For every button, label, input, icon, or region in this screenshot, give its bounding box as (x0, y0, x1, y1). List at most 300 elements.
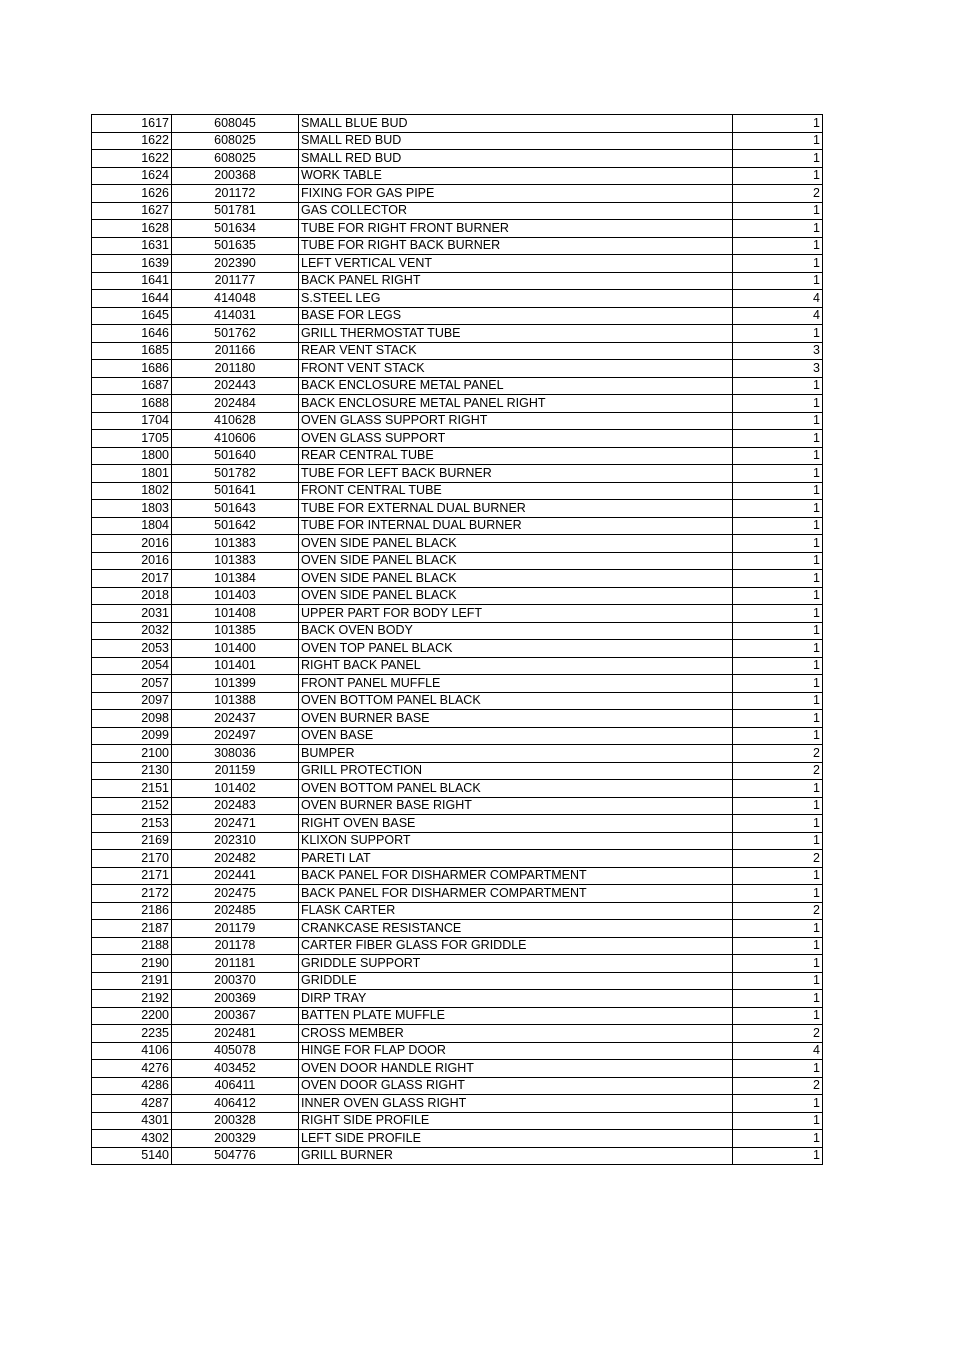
description-cell: REAR CENTRAL TUBE (299, 447, 733, 465)
part-code-cell: 202482 (172, 850, 299, 868)
description-cell: BACK ENCLOSURE METAL PANEL RIGHT (299, 395, 733, 413)
table-row (92, 885, 823, 903)
position-cell: 1644 (92, 290, 172, 308)
position-cell: 2100 (92, 745, 172, 763)
position-cell: 2151 (92, 780, 172, 798)
quantity-cell: 1 (733, 587, 823, 605)
part-code-cell: 201179 (172, 920, 299, 938)
table-row (92, 1147, 823, 1165)
quantity-cell: 1 (733, 517, 823, 535)
quantity-cell: 1 (733, 132, 823, 150)
position-cell: 1800 (92, 447, 172, 465)
part-code-cell: 410628 (172, 412, 299, 430)
quantity-cell: 2 (733, 745, 823, 763)
position-cell: 1686 (92, 360, 172, 378)
quantity-cell: 1 (733, 115, 823, 133)
description-cell: OVEN SIDE PANEL BLACK (299, 587, 733, 605)
position-cell: 1617 (92, 115, 172, 133)
position-cell: 2188 (92, 937, 172, 955)
position-cell: 1804 (92, 517, 172, 535)
description-cell: SMALL BLUE BUD (299, 115, 733, 133)
part-code-cell: 202497 (172, 727, 299, 745)
position-cell: 2172 (92, 885, 172, 903)
position-cell: 1622 (92, 150, 172, 168)
table-row (92, 552, 823, 570)
quantity-cell: 4 (733, 290, 823, 308)
description-cell: BACK PANEL FOR DISHARMER COMPARTMENT (299, 867, 733, 885)
position-cell: 1704 (92, 412, 172, 430)
position-cell: 2200 (92, 1007, 172, 1025)
description-cell: BACK ENCLOSURE METAL PANEL (299, 377, 733, 395)
table-row (92, 622, 823, 640)
position-cell: 1639 (92, 255, 172, 273)
table-row (92, 307, 823, 325)
quantity-cell: 1 (733, 1007, 823, 1025)
description-cell: SMALL RED BUD (299, 132, 733, 150)
description-cell: RIGHT OVEN BASE (299, 815, 733, 833)
position-cell: 2099 (92, 727, 172, 745)
parts-table-body (92, 115, 823, 1165)
part-code-cell: 101402 (172, 780, 299, 798)
description-cell: TUBE FOR RIGHT FRONT BURNER (299, 220, 733, 238)
table-row (92, 657, 823, 675)
position-cell: 1628 (92, 220, 172, 238)
description-cell: TUBE FOR INTERNAL DUAL BURNER (299, 517, 733, 535)
part-code-cell: 202484 (172, 395, 299, 413)
table-row (92, 972, 823, 990)
part-code-cell: 501634 (172, 220, 299, 238)
position-cell: 2053 (92, 640, 172, 658)
part-code-cell: 200368 (172, 167, 299, 185)
table-row (92, 150, 823, 168)
quantity-cell: 1 (733, 395, 823, 413)
description-cell: WORK TABLE (299, 167, 733, 185)
part-code-cell: 200329 (172, 1130, 299, 1148)
description-cell: OVEN BOTTOM PANEL BLACK (299, 692, 733, 710)
position-cell: 2235 (92, 1025, 172, 1043)
parts-table (91, 114, 823, 1165)
position-cell: 2054 (92, 657, 172, 675)
table-row (92, 920, 823, 938)
part-code-cell: 200369 (172, 990, 299, 1008)
part-code-cell: 410606 (172, 430, 299, 448)
table-row (92, 605, 823, 623)
position-cell: 4287 (92, 1095, 172, 1113)
part-code-cell: 202475 (172, 885, 299, 903)
table-row (92, 290, 823, 308)
position-cell: 2016 (92, 552, 172, 570)
position-cell: 1687 (92, 377, 172, 395)
position-cell: 2190 (92, 955, 172, 973)
part-code-cell: 414048 (172, 290, 299, 308)
table-row (92, 955, 823, 973)
position-cell: 2032 (92, 622, 172, 640)
part-code-cell: 200370 (172, 972, 299, 990)
table-row (92, 412, 823, 430)
position-cell: 2018 (92, 587, 172, 605)
part-code-cell: 202441 (172, 867, 299, 885)
table-row (92, 850, 823, 868)
part-code-cell: 202310 (172, 832, 299, 850)
description-cell: LEFT SIDE PROFILE (299, 1130, 733, 1148)
quantity-cell: 1 (733, 920, 823, 938)
table-row (92, 342, 823, 360)
part-code-cell: 406411 (172, 1077, 299, 1095)
table-row (92, 1077, 823, 1095)
table-row (92, 867, 823, 885)
position-cell: 1627 (92, 202, 172, 220)
table-row (92, 272, 823, 290)
description-cell: FIXING FOR GAS PIPE (299, 185, 733, 203)
quantity-cell: 1 (733, 640, 823, 658)
part-code-cell: 308036 (172, 745, 299, 763)
quantity-cell: 1 (733, 482, 823, 500)
position-cell: 1705 (92, 430, 172, 448)
position-cell: 2017 (92, 570, 172, 588)
description-cell: OVEN SIDE PANEL BLACK (299, 535, 733, 553)
table-row (92, 377, 823, 395)
table-row (92, 220, 823, 238)
position-cell: 2097 (92, 692, 172, 710)
position-cell: 1626 (92, 185, 172, 203)
description-cell: GRILL THERMOSTAT TUBE (299, 325, 733, 343)
position-cell: 1688 (92, 395, 172, 413)
part-code-cell: 201172 (172, 185, 299, 203)
quantity-cell: 1 (733, 815, 823, 833)
position-cell: 1685 (92, 342, 172, 360)
quantity-cell: 1 (733, 1147, 823, 1165)
quantity-cell: 2 (733, 850, 823, 868)
part-code-cell: 200367 (172, 1007, 299, 1025)
quantity-cell: 1 (733, 1095, 823, 1113)
part-code-cell: 201166 (172, 342, 299, 360)
quantity-cell: 1 (733, 885, 823, 903)
table-row (92, 902, 823, 920)
quantity-cell: 1 (733, 272, 823, 290)
quantity-cell: 1 (733, 622, 823, 640)
part-code-cell: 101399 (172, 675, 299, 693)
position-cell: 2098 (92, 710, 172, 728)
description-cell: OVEN TOP PANEL BLACK (299, 640, 733, 658)
description-cell: FRONT VENT STACK (299, 360, 733, 378)
position-cell: 1622 (92, 132, 172, 150)
table-row (92, 1130, 823, 1148)
table-row (92, 360, 823, 378)
quantity-cell: 1 (733, 255, 823, 273)
part-code-cell: 504776 (172, 1147, 299, 1165)
part-code-cell: 201159 (172, 762, 299, 780)
part-code-cell: 202481 (172, 1025, 299, 1043)
quantity-cell: 1 (733, 675, 823, 693)
table-row (92, 990, 823, 1008)
part-code-cell: 414031 (172, 307, 299, 325)
part-code-cell: 101385 (172, 622, 299, 640)
description-cell: OVEN BASE (299, 727, 733, 745)
quantity-cell: 1 (733, 710, 823, 728)
position-cell: 5140 (92, 1147, 172, 1165)
description-cell: OVEN GLASS SUPPORT (299, 430, 733, 448)
table-row (92, 115, 823, 133)
table-row (92, 1042, 823, 1060)
table-row (92, 535, 823, 553)
description-cell: OVEN GLASS SUPPORT RIGHT (299, 412, 733, 430)
description-cell: BUMPER (299, 745, 733, 763)
part-code-cell: 101401 (172, 657, 299, 675)
quantity-cell: 1 (733, 220, 823, 238)
quantity-cell: 1 (733, 500, 823, 518)
part-code-cell: 201181 (172, 955, 299, 973)
quantity-cell: 1 (733, 867, 823, 885)
description-cell: FLASK CARTER (299, 902, 733, 920)
part-code-cell: 202471 (172, 815, 299, 833)
description-cell: GRIDDLE (299, 972, 733, 990)
quantity-cell: 1 (733, 937, 823, 955)
position-cell: 2152 (92, 797, 172, 815)
table-row (92, 815, 823, 833)
quantity-cell: 1 (733, 430, 823, 448)
position-cell: 4286 (92, 1077, 172, 1095)
position-cell: 1802 (92, 482, 172, 500)
quantity-cell: 1 (733, 692, 823, 710)
table-row (92, 1007, 823, 1025)
quantity-cell: 1 (733, 605, 823, 623)
description-cell: GAS COLLECTOR (299, 202, 733, 220)
table-row (92, 185, 823, 203)
table-row (92, 482, 823, 500)
position-cell: 2186 (92, 902, 172, 920)
quantity-cell: 1 (733, 237, 823, 255)
part-code-cell: 501635 (172, 237, 299, 255)
table-row (92, 395, 823, 413)
table-row (92, 675, 823, 693)
position-cell: 2169 (92, 832, 172, 850)
position-cell: 1624 (92, 167, 172, 185)
quantity-cell: 2 (733, 1025, 823, 1043)
position-cell: 4106 (92, 1042, 172, 1060)
part-code-cell: 101383 (172, 552, 299, 570)
quantity-cell: 1 (733, 797, 823, 815)
table-row (92, 780, 823, 798)
table-row (92, 237, 823, 255)
quantity-cell: 1 (733, 202, 823, 220)
table-row (92, 640, 823, 658)
quantity-cell: 2 (733, 185, 823, 203)
description-cell: RIGHT BACK PANEL (299, 657, 733, 675)
description-cell: REAR VENT STACK (299, 342, 733, 360)
quantity-cell: 1 (733, 325, 823, 343)
part-code-cell: 501640 (172, 447, 299, 465)
description-cell: OVEN BURNER BASE RIGHT (299, 797, 733, 815)
description-cell: OVEN SIDE PANEL BLACK (299, 570, 733, 588)
quantity-cell: 4 (733, 307, 823, 325)
description-cell: SMALL RED BUD (299, 150, 733, 168)
part-code-cell: 101408 (172, 605, 299, 623)
description-cell: BACK PANEL FOR DISHARMER COMPARTMENT (299, 885, 733, 903)
part-code-cell: 101403 (172, 587, 299, 605)
description-cell: CROSS MEMBER (299, 1025, 733, 1043)
part-code-cell: 501641 (172, 482, 299, 500)
table-row (92, 570, 823, 588)
part-code-cell: 202390 (172, 255, 299, 273)
quantity-cell: 2 (733, 902, 823, 920)
table-row (92, 255, 823, 273)
quantity-cell: 1 (733, 465, 823, 483)
part-code-cell: 608025 (172, 132, 299, 150)
part-code-cell: 101384 (172, 570, 299, 588)
description-cell: OVEN DOOR HANDLE RIGHT (299, 1060, 733, 1078)
description-cell: BASE FOR LEGS (299, 307, 733, 325)
table-row (92, 447, 823, 465)
part-code-cell: 202485 (172, 902, 299, 920)
quantity-cell: 3 (733, 360, 823, 378)
table-row (92, 710, 823, 728)
table-row (92, 465, 823, 483)
position-cell: 2057 (92, 675, 172, 693)
quantity-cell: 1 (733, 955, 823, 973)
quantity-cell: 2 (733, 762, 823, 780)
part-code-cell: 200328 (172, 1112, 299, 1130)
position-cell: 1631 (92, 237, 172, 255)
description-cell: DIRP TRAY (299, 990, 733, 1008)
description-cell: BATTEN PLATE MUFFLE (299, 1007, 733, 1025)
description-cell: TUBE FOR RIGHT BACK BURNER (299, 237, 733, 255)
position-cell: 4276 (92, 1060, 172, 1078)
part-code-cell: 202437 (172, 710, 299, 728)
position-cell: 2130 (92, 762, 172, 780)
part-code-cell: 501642 (172, 517, 299, 535)
quantity-cell: 1 (733, 780, 823, 798)
quantity-cell: 1 (733, 552, 823, 570)
quantity-cell: 1 (733, 167, 823, 185)
part-code-cell: 501782 (172, 465, 299, 483)
description-cell: CARTER FIBER GLASS FOR GRIDDLE (299, 937, 733, 955)
quantity-cell: 1 (733, 657, 823, 675)
position-cell: 2016 (92, 535, 172, 553)
quantity-cell: 1 (733, 150, 823, 168)
position-cell: 1646 (92, 325, 172, 343)
position-cell: 2171 (92, 867, 172, 885)
description-cell: BACK OVEN BODY (299, 622, 733, 640)
table-row (92, 1095, 823, 1113)
table-row (92, 587, 823, 605)
table-row (92, 500, 823, 518)
position-cell: 1645 (92, 307, 172, 325)
quantity-cell: 2 (733, 1077, 823, 1095)
part-code-cell: 608025 (172, 150, 299, 168)
description-cell: GRIDDLE SUPPORT (299, 955, 733, 973)
position-cell: 2170 (92, 850, 172, 868)
part-code-cell: 201180 (172, 360, 299, 378)
description-cell: FRONT PANEL MUFFLE (299, 675, 733, 693)
part-code-cell: 608045 (172, 115, 299, 133)
position-cell: 2031 (92, 605, 172, 623)
table-row (92, 745, 823, 763)
part-code-cell: 101400 (172, 640, 299, 658)
table-row (92, 1112, 823, 1130)
description-cell: LEFT VERTICAL VENT (299, 255, 733, 273)
quantity-cell: 1 (733, 1112, 823, 1130)
description-cell: OVEN BOTTOM PANEL BLACK (299, 780, 733, 798)
part-code-cell: 406412 (172, 1095, 299, 1113)
position-cell: 4301 (92, 1112, 172, 1130)
description-cell: OVEN SIDE PANEL BLACK (299, 552, 733, 570)
position-cell: 2187 (92, 920, 172, 938)
table-row (92, 517, 823, 535)
part-code-cell: 501643 (172, 500, 299, 518)
quantity-cell: 1 (733, 972, 823, 990)
part-code-cell: 201177 (172, 272, 299, 290)
quantity-cell: 1 (733, 447, 823, 465)
part-code-cell: 201178 (172, 937, 299, 955)
description-cell: FRONT CENTRAL TUBE (299, 482, 733, 500)
quantity-cell: 1 (733, 412, 823, 430)
description-cell: PARETI LAT (299, 850, 733, 868)
description-cell: BACK PANEL RIGHT (299, 272, 733, 290)
position-cell: 2191 (92, 972, 172, 990)
quantity-cell: 1 (733, 535, 823, 553)
table-row (92, 832, 823, 850)
table-row (92, 325, 823, 343)
part-code-cell: 101388 (172, 692, 299, 710)
table-row (92, 692, 823, 710)
position-cell: 1801 (92, 465, 172, 483)
quantity-cell: 4 (733, 1042, 823, 1060)
description-cell: CRANKCASE RESISTANCE (299, 920, 733, 938)
quantity-cell: 1 (733, 990, 823, 1008)
part-code-cell: 405078 (172, 1042, 299, 1060)
table-row (92, 202, 823, 220)
position-cell: 1641 (92, 272, 172, 290)
description-cell: TUBE FOR EXTERNAL DUAL BURNER (299, 500, 733, 518)
description-cell: HINGE FOR FLAP DOOR (299, 1042, 733, 1060)
table-row (92, 132, 823, 150)
table-row (92, 430, 823, 448)
quantity-cell: 1 (733, 727, 823, 745)
part-code-cell: 101383 (172, 535, 299, 553)
description-cell: TUBE FOR LEFT BACK BURNER (299, 465, 733, 483)
quantity-cell: 1 (733, 1060, 823, 1078)
table-row (92, 1025, 823, 1043)
description-cell: INNER OVEN GLASS RIGHT (299, 1095, 733, 1113)
description-cell: RIGHT SIDE PROFILE (299, 1112, 733, 1130)
description-cell: OVEN BURNER BASE (299, 710, 733, 728)
quantity-cell: 1 (733, 1130, 823, 1148)
table-row (92, 167, 823, 185)
part-code-cell: 501762 (172, 325, 299, 343)
part-code-cell: 202483 (172, 797, 299, 815)
description-cell: OVEN DOOR GLASS RIGHT (299, 1077, 733, 1095)
quantity-cell: 1 (733, 832, 823, 850)
quantity-cell: 1 (733, 570, 823, 588)
table-row (92, 937, 823, 955)
quantity-cell: 1 (733, 377, 823, 395)
description-cell: UPPER PART FOR BODY LEFT (299, 605, 733, 623)
part-code-cell: 501781 (172, 202, 299, 220)
position-cell: 1803 (92, 500, 172, 518)
part-code-cell: 403452 (172, 1060, 299, 1078)
position-cell: 4302 (92, 1130, 172, 1148)
position-cell: 2192 (92, 990, 172, 1008)
description-cell: GRILL PROTECTION (299, 762, 733, 780)
description-cell: GRILL BURNER (299, 1147, 733, 1165)
table-row (92, 797, 823, 815)
quantity-cell: 3 (733, 342, 823, 360)
description-cell: S.STEEL LEG (299, 290, 733, 308)
table-row (92, 1060, 823, 1078)
part-code-cell: 202443 (172, 377, 299, 395)
table-row (92, 762, 823, 780)
position-cell: 2153 (92, 815, 172, 833)
